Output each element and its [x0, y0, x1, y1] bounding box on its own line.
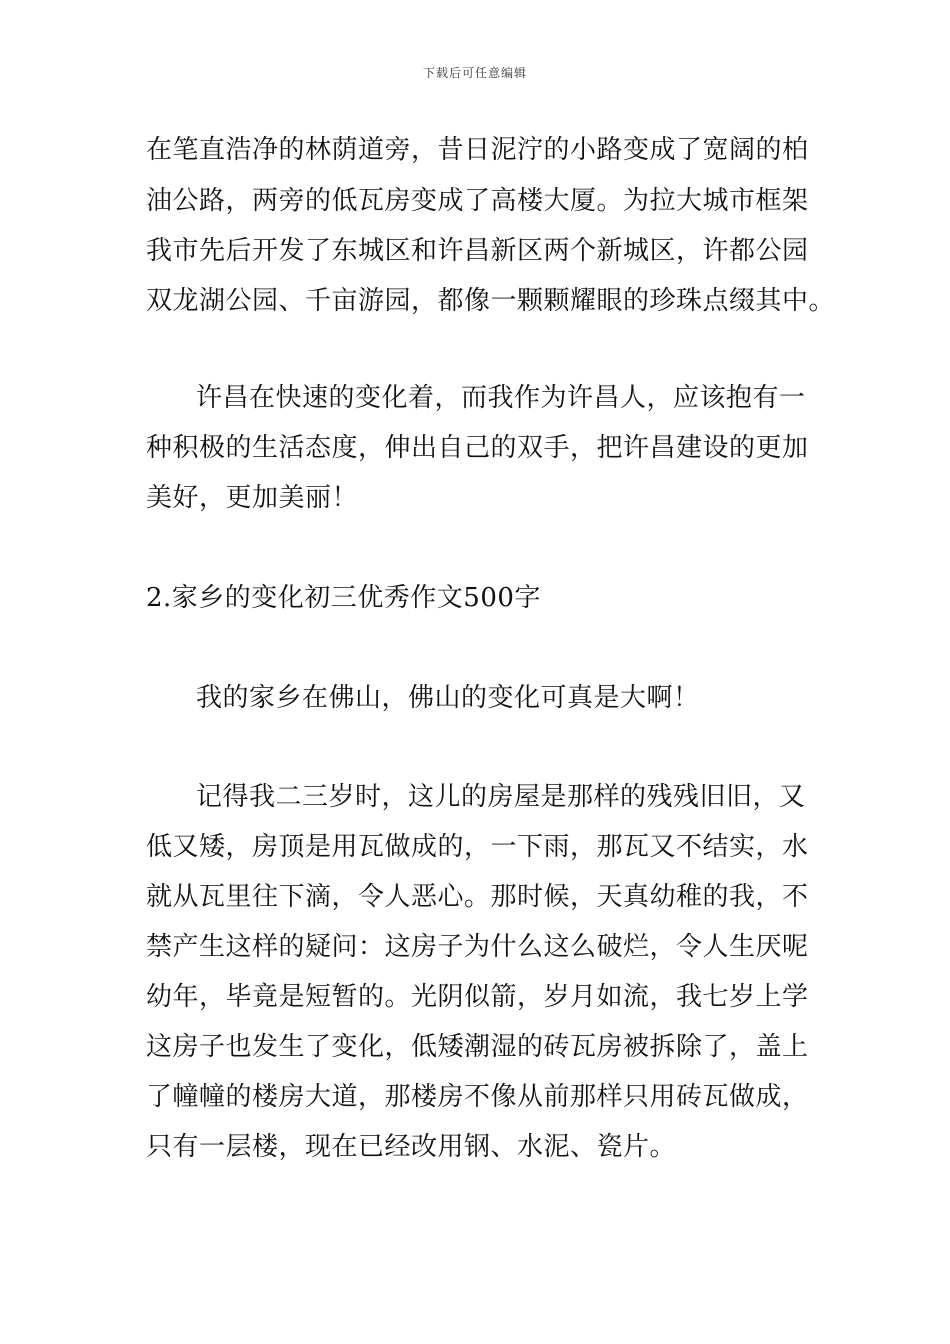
paragraph-2-line-3: 美好，更加美丽！ — [146, 483, 359, 513]
paragraph-1-line-4: 双龙湖公园、千亩游园，都像一颗颗耀眼的珍珠点缀其中。 — [146, 286, 836, 316]
paragraph-4-line-4: 禁产生这样的疑问：这房子为什么这么破烂，令人生厌呢 — [146, 932, 809, 962]
paragraph-3-line-1: 我的家乡在佛山，佛山的变化可真是大啊！ — [196, 683, 700, 713]
paragraph-4-line-5: 幼年，毕竟是短暂的。光阴似箭，岁月如流，我七岁上学 — [146, 982, 809, 1012]
paragraph-1-line-2: 油公路，两旁的低瓦房变成了高楼大厦。为拉大城市框架 — [146, 186, 809, 216]
page-header: 下载后可任意编辑 — [422, 66, 527, 80]
paragraph-4-line-1: 记得我二三岁时，这儿的房屋是那样的残残旧旧，又 — [196, 782, 806, 812]
paragraph-4-line-2: 低又矮，房顶是用瓦做成的，一下雨，那瓦又不结实，水 — [146, 832, 809, 862]
paragraph-1-line-1: 在笔直浩净的林荫道旁，昔日泥泞的小路变成了宽阔的柏 — [146, 135, 809, 165]
paragraph-1-line-3: 我市先后开发了东城区和许昌新区两个新城区，许都公园 — [146, 236, 809, 266]
paragraph-2-line-2: 种积极的生活态度，伸出自己的双手，把许昌建设的更加 — [146, 433, 809, 463]
paragraph-2-line-1: 许昌在快速的变化着，而我作为许昌人，应该抱有一 — [196, 383, 806, 413]
paragraph-4-line-6: 这房子也发生了变化，低矮潮湿的砖瓦房被拆除了，盖上 — [146, 1032, 809, 1062]
paragraph-4-line-7: 了幢幢的楼房大道，那楼房不像从前那样只用砖瓦做成， — [146, 1082, 809, 1112]
paragraph-4-line-8: 只有一层楼，现在已经改用钢、水泥、瓷片。 — [146, 1132, 677, 1162]
section-title: 2.家乡的变化初三优秀作文500字 — [146, 583, 541, 613]
paragraph-4-line-3: 就从瓦里往下滴，令人恶心。那时候，天真幼稚的我，不 — [146, 882, 809, 912]
